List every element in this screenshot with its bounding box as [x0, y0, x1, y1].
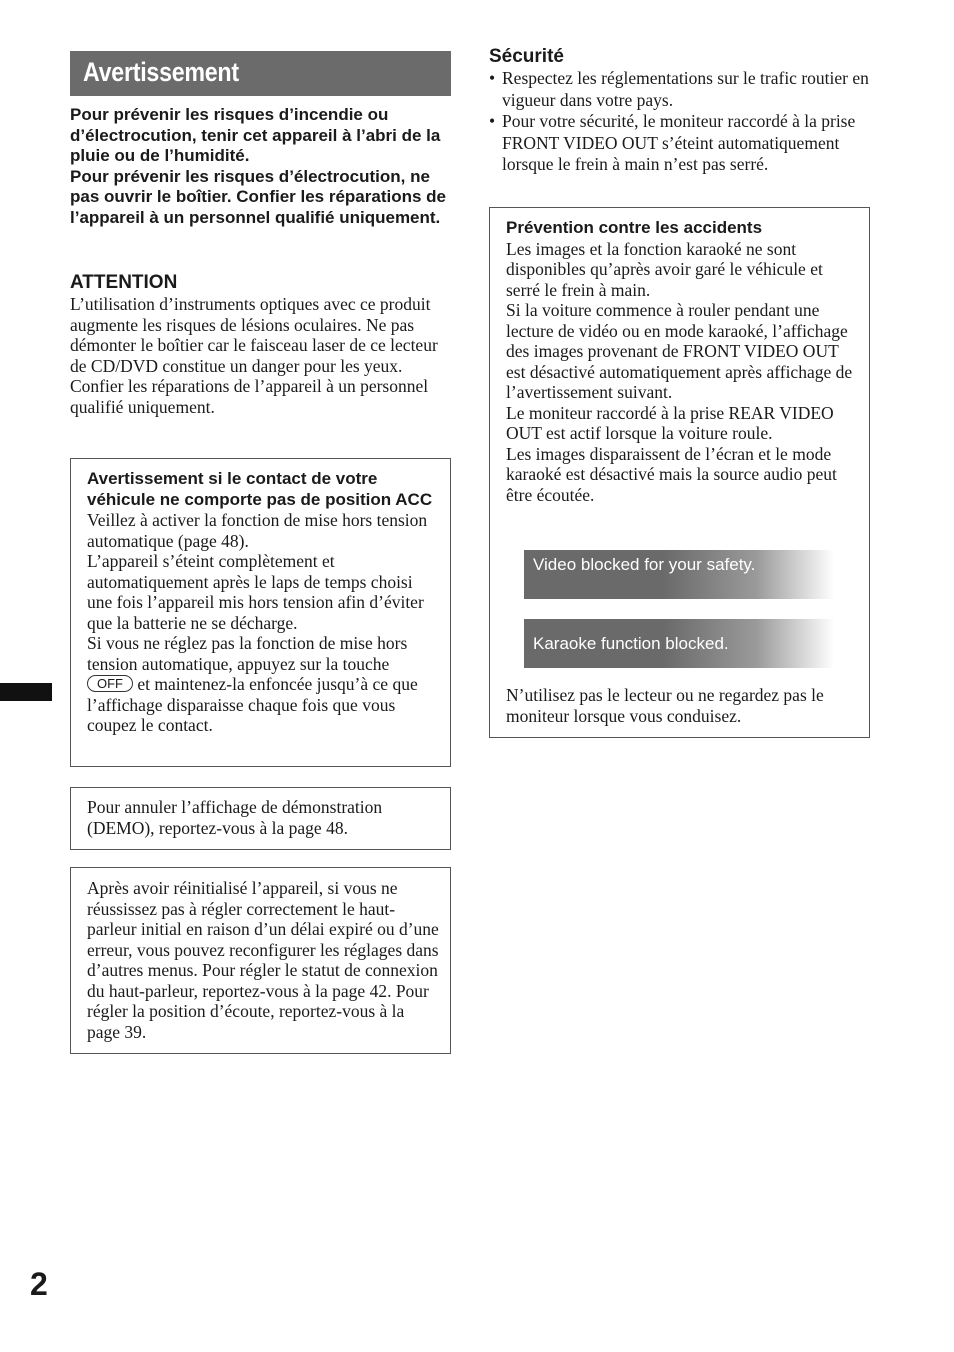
list-item: • Respectez les réglementations sur le trafic routier en vigueur dans votre pays. [489, 68, 870, 111]
list-item: • Pour votre sécurité, le moniteur raccordé à la prise FRONT VIDEO OUT s’éteint automatiquement lorsque le frein à main n’est pas serré. [489, 111, 870, 176]
securite-section [489, 46, 870, 176]
securite-list [489, 68, 870, 176]
demo-note-box [70, 787, 451, 850]
off-key-icon: OFF [87, 675, 133, 692]
reset-note-box [70, 867, 451, 1054]
warning-paragraph-shock: Pour prévenir les risques d’électrocution, ne pas ouvrir le boîtier. Confier les réparations de l’appareil à un personnel qualifié uniquement. [70, 166, 447, 227]
acc-box-paragraph-3-end: et maintenez-la enfoncée jusqu’à ce que l’affichage disparaisse chaque fois que vous coupez le contact. [87, 674, 418, 735]
prevention-paragraph-1: Les images et la fonction karaoké ne sont disponibles qu’après avoir garé le véhicule et serré le frein à main. [506, 238, 823, 300]
prevention-paragraph-2: Si la voiture commence à rouler pendant une lecture de vidéo ou en mode karaoké, l’affichage des images provenant de FRONT VIDEO OUT est désactivé automatiquement après affichage de l’avertissement suivant. [506, 300, 853, 402]
safety-warning [70, 105, 451, 228]
attention-heading: ATTENTION [70, 272, 178, 293]
prevention-box-title: Prévention contre les accidents [506, 218, 763, 237]
warning-paragraph-fire: Pour prévenir les risques d’incendie ou d’électrocution, tenir cet appareil à l’abri de la pluie ou de l’humidité. [70, 105, 441, 165]
demo-note-text: Pour annuler l’affichage de démonstration (DEMO), reportez-vous à la page 48. [87, 797, 383, 838]
acc-box-paragraph-3-start: Si vous ne réglez pas la fonction de mise hors tension automatique, appuyez sur la touche [87, 633, 408, 674]
acc-warning-box [70, 458, 451, 767]
accident-prevention-box [489, 207, 870, 738]
page-number: 2 [30, 1266, 48, 1302]
acc-box-paragraph-3 [87, 633, 440, 736]
page-title: Avertissement [83, 57, 239, 87]
acc-box-paragraph-1: Veillez à activer la fonction de mise hors tension automatique (page 48). [87, 510, 428, 551]
section-title-bar [70, 51, 451, 96]
prevention-paragraph-3: Le moniteur raccordé à la prise REAR VIDEO OUT est actif lorsque la voiture roule. [506, 402, 834, 443]
acc-box-paragraph-2: L’appareil s’éteint complètement et automatiquement après le laps de temps choisi une fois l’appareil mis hors tension afin d’éviter que la batterie ne se décharge. [87, 551, 424, 633]
video-blocked-screen-message: Video blocked for your safety. [524, 550, 834, 599]
attention-paragraph-repair: Confier les réparations de l’appareil à un personnel qualifié uniquement. [70, 376, 429, 417]
prevention-footer-text: N’utilisez pas le lecteur ou ne regardez pas le moniteur lorsque vous conduisez. [506, 685, 824, 726]
reset-note-text: Après avoir réinitialisé l’appareil, si vous ne réussissez pas à régler correctement le haut-parleur initial en raison d’un délai expiré ou d’une erreur, vous pouvez reconfigurer les réglages dans d’autres menus. Pour régler le statut de connexion du haut-parleur, reportez-vous à la page 42. Pour régler la position d’écoute, reportez-vous à la page 39. [87, 878, 439, 1042]
karaoke-blocked-screen-message: Karaoke function blocked. [524, 619, 834, 668]
prevention-paragraph-4: Les images disparaissent de l’écran et le mode karaoké est désactivé mais la source audio peut être écoutée. [506, 443, 837, 505]
attention-section [70, 272, 455, 417]
securite-heading: Sécurité [489, 46, 564, 67]
section-edge-tab [0, 683, 52, 701]
attention-paragraph-laser: L’utilisation d’instruments optiques avec ce produit augmente les risques de lésions oculaires. Ne pas démonter le boîtier car le faisceau laser de ce lecteur de CD/DVD constitue un danger pour les yeux. [70, 294, 438, 376]
acc-box-title: Avertissement si le contact de votre véhicule ne comporte pas de position ACC [87, 469, 433, 509]
